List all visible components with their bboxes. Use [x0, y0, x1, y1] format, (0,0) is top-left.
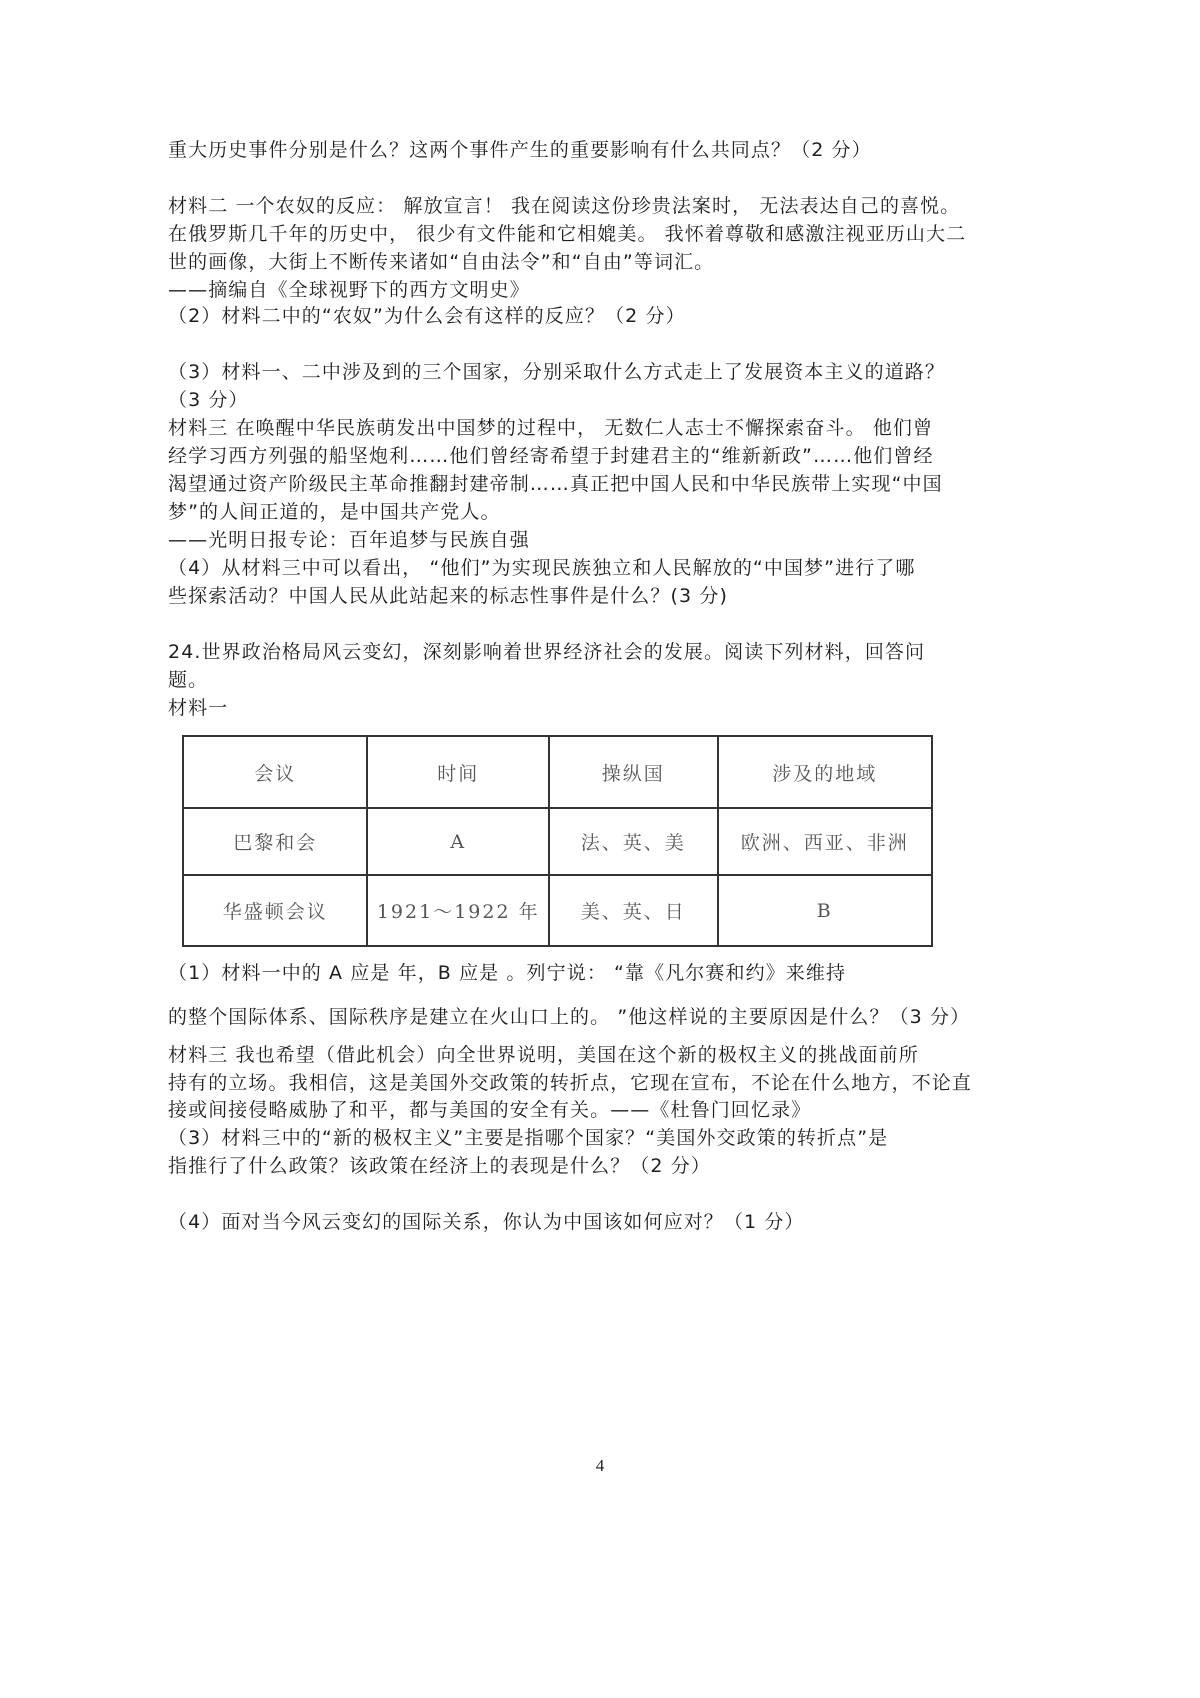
text-line: （3 分） [168, 389, 249, 411]
text-line: 材料三 我也希望（借此机会）向全世界说明，美国在这个新的极权主义的挑战面前所 [168, 1044, 919, 1066]
table-header: 时间 [367, 736, 549, 808]
text-line: 世的画像，大街上不断传来诸如“自由法令”和“自由”等词汇。 [168, 251, 715, 273]
text-line: 材料一 [168, 697, 229, 719]
question-4b: （4）面对当今风云变幻的国际关系，你认为中国该如何应对？（1 分） [168, 1211, 805, 1233]
table-cell: 华盛顿会议 [183, 875, 367, 946]
table-cell: 1921～1922 年 [367, 875, 549, 946]
question-1: （1）材料一中的 A 应是 年，B 应是 。列宁说： “靠《凡尔赛和约》来维持 [168, 962, 847, 984]
question-24: 24.世界政治格局风云变幻，深刻影响着世界经济社会的发展。阅读下列材料，回答问 [168, 641, 926, 663]
table-row [183, 808, 932, 875]
text-line: 题。 [168, 669, 209, 691]
conference-table [182, 735, 933, 947]
table-cell: 欧洲、西亚、非洲 [718, 808, 932, 875]
text-line: 渴望通过资产阶级民主革命推翻封建帝制……真正把中国人民和中华民族带上实现“中国 [168, 473, 943, 495]
text-line: 重大历史事件分别是什么？这两个事件产生的重要影响有什么共同点？（2 分） [168, 139, 872, 161]
page-number: 4 [595, 1456, 605, 1475]
table-header: 操纵国 [549, 736, 718, 808]
table-cell: A [367, 808, 549, 875]
table-header: 会议 [183, 736, 367, 808]
text-line: 指推行了什么政策？该政策在经济上的表现是什么？（2 分） [168, 1155, 711, 1177]
text-line: 的整个国际体系、国际秩序是建立在火山口上的。 ”他这样说的主要原因是什么？（3 分） [168, 1006, 971, 1028]
table-cell: 巴黎和会 [183, 808, 367, 875]
table-cell: B [718, 875, 932, 946]
text-line: 在俄罗斯几千年的历史中， 很少有文件能和它相媲美。 我怀着尊敬和感激注视亚历山大二 [168, 223, 967, 245]
text-line: 接或间接侵略威胁了和平，都与美国的安全有关。——《杜鲁门回忆录》 [168, 1099, 812, 1121]
text-line: 持有的立场。我相信，这是美国外交政策的转折点，它现在宣布，不论在什么地方，不论直 [168, 1072, 973, 1094]
text-line: ——光明日报专论：百年追梦与民族自强 [168, 529, 530, 551]
text-line: 些探索活动？中国人民从此站起来的标志性事件是什么？(3 分) [168, 585, 728, 607]
text-line: 经学习西方列强的船坚炮利……他们曾经寄希望于封建君主的“维新新政”……他们曾经 [168, 445, 934, 467]
table-cell: 法、英、美 [549, 808, 718, 875]
table-row [183, 875, 932, 946]
question-2: （2）材料二中的“农奴”为什么会有这样的反应？（2 分） [168, 305, 686, 327]
text-line: 梦”的人间正道的，是中国共产党人。 [168, 501, 501, 523]
table-header: 涉及的地域 [718, 736, 932, 808]
question-3: （3）材料一、二中涉及到的三个国家，分别采取什么方式走上了发展资本主义的道路？ [168, 361, 945, 383]
table-cell: 美、英、日 [549, 875, 718, 946]
text-line: ——摘编自《全球视野下的西方文明史》 [168, 279, 530, 301]
question-4: （4）从材料三中可以看出， “他们”为实现民族独立和人民解放的“中国梦”进行了哪 [168, 557, 916, 579]
text-line: 材料二 一个农奴的反应： 解放宣言！ 我在阅读这份珍贵法案时， 无法表达自己的喜悦。 [168, 195, 961, 217]
text-line: 材料三 在唤醒中华民族萌发出中国梦的过程中， 无数仁人志士不懈探索奋斗。 他们曾 [168, 417, 934, 439]
table-header-row [183, 736, 932, 808]
question-3b: （3）材料三中的“新的极权主义”主要是指哪个国家？“美国外交政策的转折点”是 [168, 1127, 889, 1149]
